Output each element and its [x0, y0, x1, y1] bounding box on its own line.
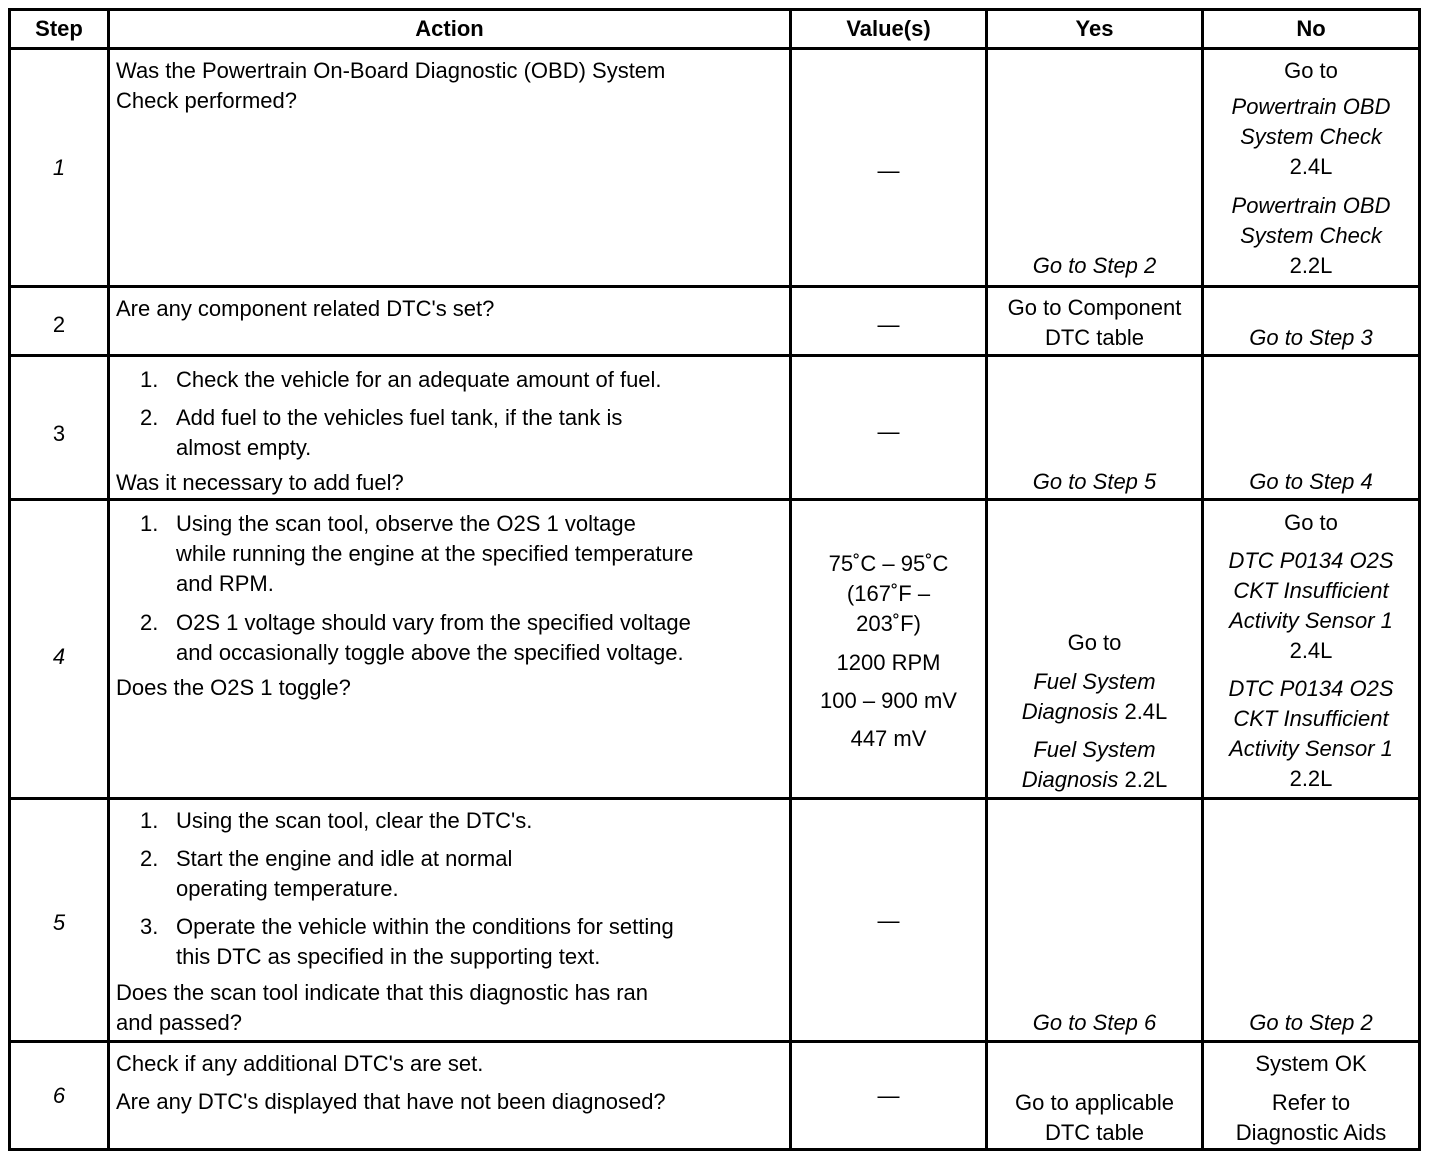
item-number: 2.	[140, 846, 159, 871]
no-link[interactable]: Go to Step 2	[1249, 1010, 1373, 1035]
item-text: and RPM.	[176, 571, 274, 596]
yes-text: Go to	[1067, 630, 1122, 655]
step-cell	[10, 287, 109, 356]
list-item	[140, 403, 622, 463]
yes-cell	[987, 356, 1203, 500]
action-text: Are any component related DTC's set?	[116, 296, 495, 321]
action-cell	[109, 1042, 791, 1150]
item-number: 2.	[140, 610, 159, 635]
step-cell	[10, 1042, 109, 1150]
table-row	[10, 287, 1420, 356]
yes-link[interactable]: Go to Component	[1007, 295, 1182, 320]
no-link[interactable]: DTC P0134 O2S	[1228, 548, 1394, 573]
no-text: Go to	[1284, 510, 1338, 535]
no-link[interactable]: Activity Sensor 1	[1229, 608, 1393, 633]
value-text: —	[877, 1083, 900, 1108]
step-cell	[10, 356, 109, 500]
value-text: —	[877, 419, 900, 444]
item-text: while running the engine at the specified temperature	[176, 541, 694, 566]
item-text: O2S 1 voltage should vary from the specified voltage	[176, 610, 691, 635]
item-text: Using the scan tool, clear the DTC's.	[176, 808, 533, 833]
no-link[interactable]: CKT Insufficient	[1233, 706, 1389, 731]
yes-cell	[987, 500, 1203, 799]
yes-cell	[987, 799, 1203, 1042]
no-link[interactable]: System Check	[1240, 124, 1382, 149]
no-link[interactable]: Go to Step 4	[1249, 469, 1373, 494]
list-item	[140, 509, 693, 599]
no-text: 2.2L	[1289, 766, 1333, 791]
item-text: Start the engine and idle at normal	[176, 846, 513, 871]
action-text: Check if any additional DTC's are set.	[116, 1051, 484, 1076]
yes-link[interactable]	[988, 697, 1201, 727]
item-number: 3.	[140, 914, 159, 939]
table-row	[10, 1042, 1420, 1150]
action-cell	[109, 287, 791, 356]
value-text: 1200 RPM	[836, 650, 941, 675]
step-number: 4	[52, 644, 66, 669]
value-text: 100 – 900 mV	[820, 688, 957, 713]
header-no: No	[1203, 10, 1420, 49]
step-number: 3	[52, 421, 66, 446]
item-text: Check the vehicle for an adequate amount of fuel.	[176, 367, 662, 392]
item-text: Add fuel to the vehicles fuel tank, if the tank is	[176, 405, 623, 430]
header-action: Action	[109, 10, 791, 49]
action-text: Check performed?	[116, 88, 297, 113]
list-item	[140, 806, 532, 836]
action-cell	[109, 356, 791, 500]
diagnostic-table	[8, 8, 1421, 1151]
no-cell	[1203, 287, 1420, 356]
value-text: —	[877, 312, 900, 337]
table-row	[10, 799, 1420, 1042]
yes-cell	[987, 287, 1203, 356]
no-link[interactable]: DTC P0134 O2S	[1228, 676, 1394, 701]
yes-link[interactable]: Go to Step 6	[1032, 1010, 1157, 1035]
table-row	[10, 49, 1420, 287]
yes-engine: 2.4L	[1124, 699, 1168, 724]
table-row	[10, 356, 1420, 500]
value-cell	[791, 500, 987, 799]
value-text: 75˚C – 95˚C	[828, 551, 949, 576]
step-number: 5	[52, 910, 66, 935]
step-number: 6	[52, 1083, 66, 1108]
yes-link[interactable]: Go to applicable	[1015, 1090, 1174, 1115]
value-text: 447 mV	[850, 726, 927, 751]
item-number: 1.	[140, 367, 159, 392]
header-step: Step	[10, 10, 109, 49]
action-cell	[109, 500, 791, 799]
yes-cell	[987, 49, 1203, 287]
yes-link[interactable]: DTC table	[1044, 325, 1145, 350]
item-text: operating temperature.	[176, 876, 399, 901]
action-cell	[109, 799, 791, 1042]
item-text: and occasionally toggle above the specified voltage.	[176, 640, 684, 665]
yes-link-text: Diagnosis	[1021, 767, 1119, 792]
item-number: 1.	[140, 808, 159, 833]
no-text: 2.2L	[1289, 253, 1333, 278]
item-text: almost empty.	[176, 435, 312, 460]
item-text: Using the scan tool, observe the O2S 1 voltage	[176, 511, 636, 536]
header-yes: Yes	[987, 10, 1203, 49]
header-row	[10, 10, 1420, 49]
item-text: this DTC as specified in the supporting text.	[176, 944, 601, 969]
no-link[interactable]: Diagnostic Aids	[1235, 1120, 1387, 1145]
no-cell	[1203, 1042, 1420, 1150]
item-number: 1.	[140, 511, 159, 536]
value-cell	[791, 799, 987, 1042]
no-cell	[1203, 49, 1420, 287]
question-text: Does the O2S 1 toggle?	[116, 675, 351, 700]
yes-cell	[987, 1042, 1203, 1150]
yes-link[interactable]: DTC table	[1044, 1120, 1145, 1145]
no-cell	[1203, 799, 1420, 1042]
value-text: —	[877, 908, 900, 933]
value-cell	[791, 1042, 987, 1150]
value-text: 203˚F)	[856, 611, 921, 636]
value-text: (167˚F –	[846, 581, 931, 606]
question-text: and passed?	[116, 1010, 242, 1035]
value-cell	[791, 356, 987, 500]
yes-engine: 2.2L	[1124, 767, 1168, 792]
no-link[interactable]: Powertrain OBD	[1231, 193, 1391, 218]
value-cell	[791, 49, 987, 287]
yes-link[interactable]	[988, 765, 1201, 795]
step-cell	[10, 49, 109, 287]
step-cell	[10, 799, 109, 1042]
item-text: Operate the vehicle within the conditions for setting	[176, 914, 674, 939]
question-text: Does the scan tool indicate that this diagnostic has ran	[116, 980, 648, 1005]
yes-link[interactable]: Go to Step 2	[1032, 253, 1157, 278]
header-values: Value(s)	[791, 10, 987, 49]
no-cell	[1203, 500, 1420, 799]
no-link[interactable]: Go to Step 3	[1249, 325, 1373, 350]
yes-link[interactable]: Fuel System	[1033, 669, 1156, 694]
yes-link[interactable]: Go to Step 5	[1032, 469, 1157, 494]
list-item	[140, 844, 512, 904]
value-text: —	[877, 158, 900, 183]
no-cell	[1203, 356, 1420, 500]
action-text: Was the Powertrain On-Board Diagnostic (OBD) System	[116, 58, 666, 83]
list-item	[140, 608, 691, 668]
no-link[interactable]: Activity Sensor 1	[1229, 736, 1393, 761]
no-text: 2.4L	[1289, 154, 1333, 179]
no-text: System OK	[1255, 1051, 1367, 1076]
no-link[interactable]: Refer to	[1271, 1090, 1351, 1115]
item-number: 2.	[140, 405, 159, 430]
action-cell	[109, 49, 791, 287]
list-item	[140, 365, 662, 395]
list-item	[140, 912, 674, 972]
yes-link-text: Diagnosis	[1021, 699, 1119, 724]
no-link[interactable]: Powertrain OBD	[1231, 94, 1391, 119]
no-text: 2.4L	[1289, 638, 1333, 663]
no-text: Go to	[1284, 58, 1338, 83]
value-cell	[791, 287, 987, 356]
step-cell	[10, 500, 109, 799]
step-number: 2	[52, 312, 66, 337]
action-text: Are any DTC's displayed that have not been diagnosed?	[116, 1089, 666, 1114]
step-number: 1	[52, 155, 66, 180]
yes-link[interactable]: Fuel System	[1033, 737, 1156, 762]
no-link[interactable]: CKT Insufficient	[1233, 578, 1389, 603]
question-text: Was it necessary to add fuel?	[116, 470, 404, 495]
no-link[interactable]: System Check	[1240, 223, 1382, 248]
table-row	[10, 500, 1420, 799]
